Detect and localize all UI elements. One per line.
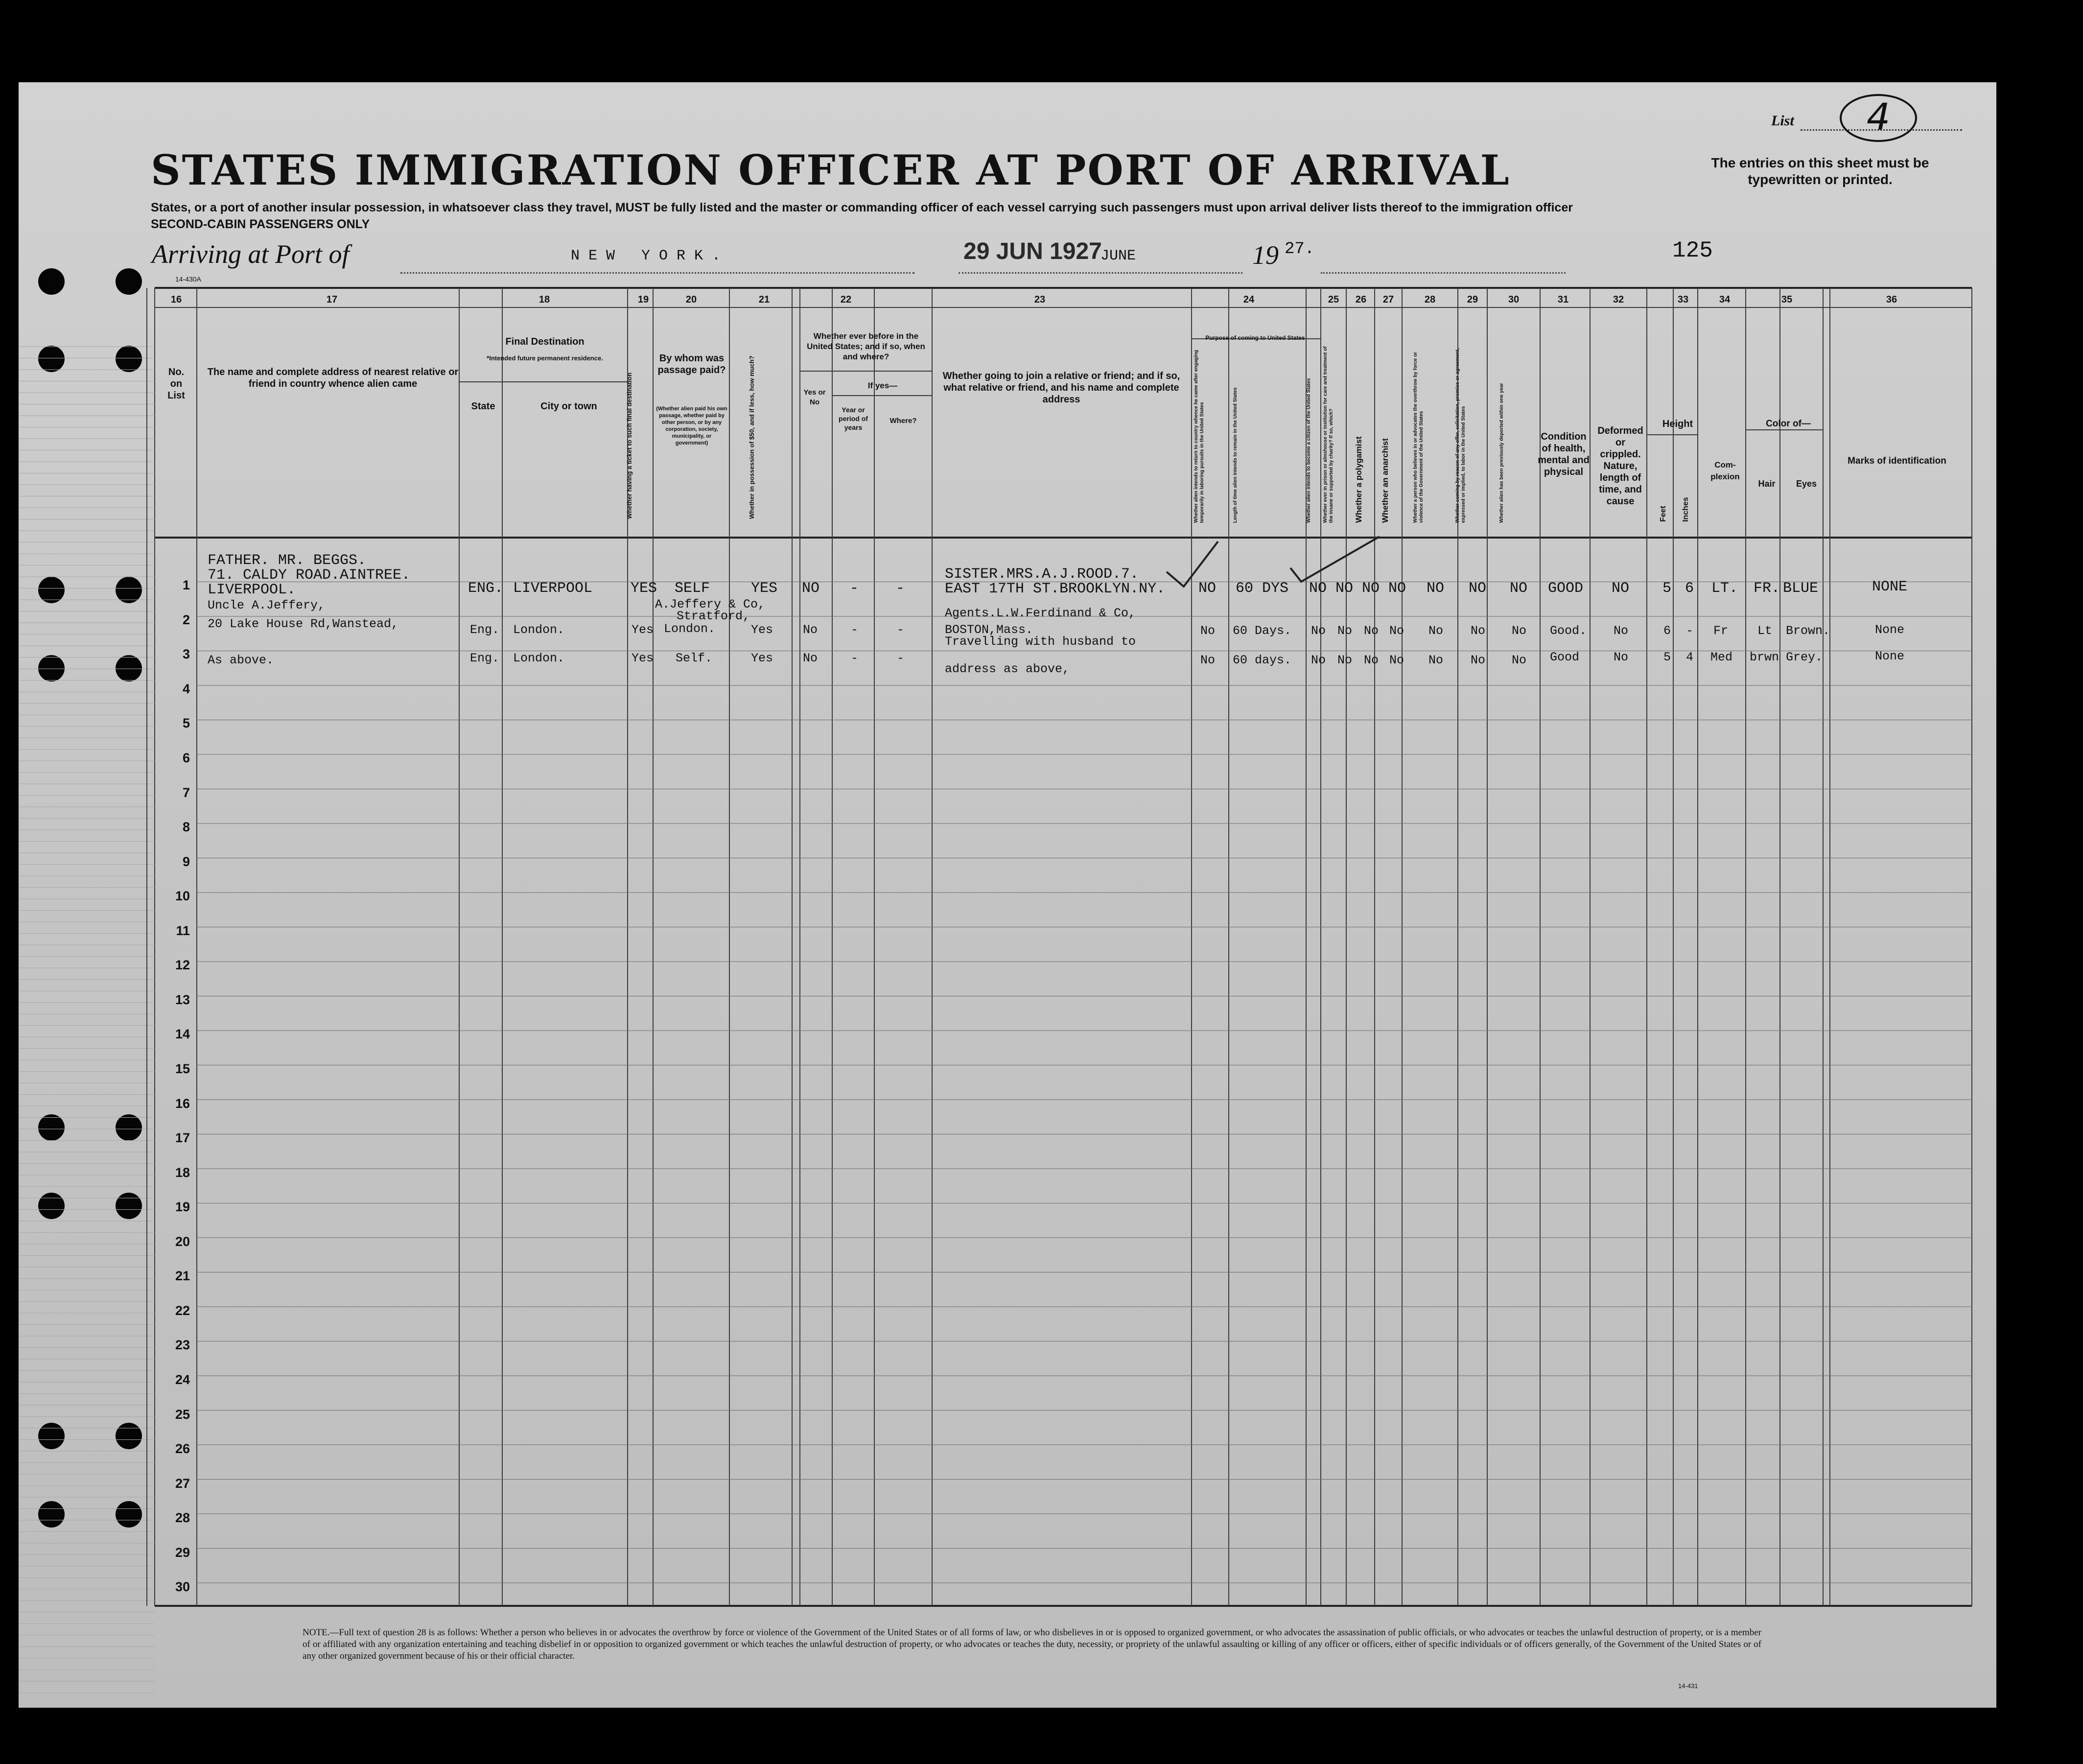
row3-joining-line2: address as above, xyxy=(945,662,1070,676)
row1-feet: 5 xyxy=(1662,580,1672,597)
column-number: 19 xyxy=(637,294,649,305)
row1-deformed: NO xyxy=(1612,580,1630,597)
row2-citizen: No xyxy=(1311,624,1326,638)
row1-marks: NONE xyxy=(1872,579,1908,595)
row1-ticket: YES xyxy=(631,580,657,597)
row2-where: - xyxy=(897,623,905,637)
header-ticket: Whether having a ticket to such final destination xyxy=(626,372,633,519)
row2-inches: - xyxy=(1686,624,1694,638)
binder-hole xyxy=(116,346,142,372)
row3-prison: No xyxy=(1337,653,1353,667)
header-anarchist: Whether an anarchist xyxy=(1381,438,1390,523)
header-nearest-relative: The name and complete address of nearest relative or friend in country whence alien came xyxy=(207,367,459,389)
column-number: 28 xyxy=(1424,294,1436,305)
date-stamp: 29 JUN 1927 xyxy=(963,238,1102,264)
row2-ever-before: No xyxy=(803,623,818,637)
row-number: 18 xyxy=(175,1165,190,1180)
binder-hole xyxy=(38,1193,65,1219)
row1-city: LIVERPOOL xyxy=(513,580,593,597)
row3-complexion: Med xyxy=(1710,650,1733,664)
column-number: 33 xyxy=(1677,294,1689,305)
header-feet: Feet xyxy=(1659,506,1667,522)
header-purpose-citizen: Whether alien intends to become a citizen of the United States xyxy=(1306,378,1311,523)
column-number: 22 xyxy=(840,294,852,305)
row2-relative-line2: 20 Lake House Rd,Wanstead, xyxy=(208,617,399,631)
row1-eyes: BLUE xyxy=(1783,580,1819,597)
row1-ever-before: NO xyxy=(802,580,820,597)
row-number: 29 xyxy=(175,1545,190,1560)
row-number: 24 xyxy=(175,1372,190,1387)
row-number: 22 xyxy=(175,1303,190,1318)
column-number: 32 xyxy=(1613,294,1624,305)
row1-q30: NO xyxy=(1510,580,1528,597)
row-number: 20 xyxy=(175,1234,190,1249)
row3-length: 60 days. xyxy=(1233,653,1292,667)
list-number: 4 xyxy=(1840,94,1917,142)
column-number: 21 xyxy=(758,294,770,305)
header-purpose-return: Whether alien intends to return to country whence he came after engaging temporarily in laboring pursuits in the United States xyxy=(1194,350,1205,523)
column-number: 36 xyxy=(1886,294,1897,305)
header-passage-paid: By whom was passage paid? xyxy=(657,353,726,376)
column-number: 20 xyxy=(685,294,697,305)
row1-joining-line2: EAST 17TH ST.BROOKLYN.NY. xyxy=(945,581,1166,597)
column-number: 16 xyxy=(170,294,182,305)
row3-health: Good xyxy=(1550,650,1580,664)
header-yes-no: Yes or No xyxy=(803,388,826,406)
header-overthrow: Whether a person who believes in or advocates the overthrow by force or violence of the Government of the United States xyxy=(1413,352,1424,523)
row1-length: 60 DYS xyxy=(1236,580,1289,597)
row-number: 7 xyxy=(182,785,190,800)
header-hair: Hair xyxy=(1758,479,1776,489)
header-color-of: Color of— xyxy=(1766,419,1811,429)
typewritten-note: The entries on this sheet must be typewritten or printed. xyxy=(1711,155,1929,187)
header-no-on-list: No. on List xyxy=(167,367,185,401)
row-number: 19 xyxy=(175,1200,190,1214)
header-state: State xyxy=(471,401,495,412)
port-rule xyxy=(400,272,914,274)
row3-paid-by: Self. xyxy=(676,651,713,665)
column-number: 26 xyxy=(1355,294,1367,305)
row1-q29: NO xyxy=(1469,580,1487,597)
row2-q29: No xyxy=(1471,624,1486,638)
binder-hole xyxy=(38,655,65,682)
row2-city: London. xyxy=(513,623,565,637)
row2-polygamist: No xyxy=(1364,624,1379,638)
header-health: Condition of health, mental and physical xyxy=(1538,431,1590,477)
column-number: 18 xyxy=(538,294,550,305)
header-eyes: Eyes xyxy=(1796,479,1817,489)
row1-relative-line2: 71. CALDY ROAD.AINTREE. xyxy=(208,567,411,584)
row2-q30: No xyxy=(1512,624,1527,638)
row2-deformed: No xyxy=(1614,624,1629,638)
binder-hole xyxy=(38,1423,65,1449)
row2-state: Eng. xyxy=(470,623,500,637)
header-deformed: Deformed or crippled. Nature, length of time, and cause xyxy=(1597,425,1643,507)
row1-polygamist: NO xyxy=(1362,580,1380,597)
header-period: Year or period of years xyxy=(839,406,868,431)
row1-where: - xyxy=(896,580,905,597)
row3-citizen: No xyxy=(1311,653,1326,667)
row-number: 8 xyxy=(182,820,190,834)
row2-ticket: Yes xyxy=(632,623,654,637)
table-grid xyxy=(19,82,1996,1708)
instruction-text: States, or a port of another insular possession, in whatsoever class they travel, MUST be fully listed and the master or commanding officer of each vessel carrying such passengers must upon arrival deliver lists thereof to the immigration officer xyxy=(151,201,1573,214)
row1-citizen: NO xyxy=(1309,580,1327,597)
year-rule xyxy=(1321,272,1566,274)
header-final-destination-note: *Intended future permanent residence. xyxy=(487,354,603,362)
row3-city: London. xyxy=(513,651,565,665)
binder-hole xyxy=(38,1114,65,1141)
header-labor-offer: Whether coming by reason of any offer, solicitation, promise or agreement, expressed or implied, to labor in the United States xyxy=(1455,348,1466,523)
binder-hole xyxy=(38,1501,65,1528)
page-title: STATES IMMIGRATION OFFICER AT PORT OF ARRIVAL xyxy=(151,146,1511,194)
date-rule xyxy=(959,272,1242,274)
row3-joining-line1: Travelling with husband to xyxy=(945,635,1136,649)
row1-relative-line3: LIVERPOOL. xyxy=(208,582,296,598)
row2-joining-line1: Agents.L.W.Ferdinand & Co, xyxy=(945,606,1136,620)
row3-polygamist: No xyxy=(1364,653,1379,667)
row2-length: 60 Days. xyxy=(1233,624,1292,638)
header-where: Where? xyxy=(889,417,917,425)
row1-period: - xyxy=(850,580,859,597)
column-number: 23 xyxy=(1034,294,1046,305)
row-number: 3 xyxy=(182,647,190,661)
row1-paid-by: SELF xyxy=(675,580,710,597)
row-number: 11 xyxy=(176,923,190,938)
row1-prison: NO xyxy=(1335,580,1354,597)
row3-q30: No xyxy=(1512,653,1527,667)
binder-hole xyxy=(38,346,65,372)
list-label: List xyxy=(1771,113,1794,129)
row-number: 27 xyxy=(175,1476,190,1491)
row1-hair: FR. xyxy=(1754,580,1780,597)
row1-complexion: LT. xyxy=(1711,580,1738,597)
header-complexion: Com- plexion xyxy=(1710,460,1740,481)
row2-paid-by-line1: A.Jeffery & Co, xyxy=(655,597,766,612)
header-prison: Whether ever in prison or almshouse or institution for care and treatment of the insane or supported by charity? If so, which? xyxy=(1323,346,1334,523)
header-purpose-length: Length of time alien intends to remain in the United States xyxy=(1233,387,1238,523)
row1-fifty: YES xyxy=(751,580,778,597)
row1-joining-line1: SISTER.MRS.A.J.ROOD.7. xyxy=(945,566,1139,583)
column-number: 35 xyxy=(1781,294,1793,305)
row3-feet: 5 xyxy=(1663,650,1671,664)
row1-anarchist: NO xyxy=(1388,580,1406,597)
binder-hole xyxy=(116,1423,142,1449)
row2-prison: No xyxy=(1337,624,1353,638)
row3-return-labor: No xyxy=(1200,653,1216,667)
row-number: 6 xyxy=(182,751,190,765)
row3-anarchist: No xyxy=(1389,653,1404,667)
row1-health: GOOD xyxy=(1548,580,1584,597)
footnote-question-28: NOTE.—Full text of question 28 is as follows: Whether a person who believes in or advocates the overthrow by force or violence of the Government of the United States or of all forms of law, or who disbelieves in or is opposed to organized government, or who advocates the assassination of public officials, or who advocates or teaches the unlawful destruction of property, or is a member of or affiliated with any organization entertaining and teaching disbelief in or opposition to organized government or which teaches the unlawful destruction of property, or who advocates or teaches the duty, necessity, or propriety of the unlawful assaulting or killing of any officer or officers, either of specific individuals or of officers generally, of the Government of the United States or of any other organized government because of his or their official character. xyxy=(303,1627,1761,1661)
header-height: Height xyxy=(1662,419,1693,429)
header-deported: Whether alien has been previously deported within one year xyxy=(1499,383,1504,523)
row3-relative-line1: As above. xyxy=(208,653,274,667)
row1-return-labor: NO xyxy=(1198,580,1217,597)
row3-fifty: Yes xyxy=(751,651,773,665)
header-joining: Whether going to join a relative or friend; and if so, what relative or friend, and his name and complete address xyxy=(942,371,1180,405)
row3-eyes: Grey. xyxy=(1786,650,1823,664)
row-number: 2 xyxy=(182,612,190,627)
header-if-yes: If yes— xyxy=(867,381,898,390)
header-purpose: Purpose of coming to United States xyxy=(1205,334,1305,341)
row2-feet: 6 xyxy=(1663,624,1671,638)
row3-hair: brwn xyxy=(1750,650,1779,664)
row-number: 25 xyxy=(175,1407,190,1422)
row2-health: Good. xyxy=(1550,624,1587,638)
row1-q28: NO xyxy=(1427,580,1445,597)
manifest-sheet xyxy=(19,82,1996,1708)
row-number: 16 xyxy=(175,1096,190,1111)
row3-inches: 4 xyxy=(1686,650,1694,664)
row2-q28: No xyxy=(1428,624,1444,638)
row2-relative-line1: Uncle A.Jeffery, xyxy=(208,598,326,612)
row2-hair: Lt xyxy=(1757,624,1773,638)
form-code: 14-431 xyxy=(1678,1682,1698,1690)
binder-hole xyxy=(116,1114,142,1141)
row1-relative-line1: FATHER. MR. BEGGS. xyxy=(208,552,367,569)
binder-hole xyxy=(116,268,142,295)
column-number: 24 xyxy=(1243,294,1255,305)
column-number: 17 xyxy=(326,294,338,305)
form-code: 14-430A xyxy=(175,275,201,283)
row-number: 21 xyxy=(175,1269,190,1283)
column-number: 29 xyxy=(1467,294,1478,305)
row-number: 1 xyxy=(182,578,190,592)
column-number: 27 xyxy=(1382,294,1394,305)
year-suffix: 27. xyxy=(1285,240,1315,259)
row-number: 23 xyxy=(175,1338,190,1352)
header-final-destination: Final Destination xyxy=(505,336,585,347)
header-fifty-dollars: Whether in possession of $50, and if less, how much? xyxy=(748,355,755,519)
row2-period: - xyxy=(851,623,859,637)
row-number: 28 xyxy=(175,1510,190,1525)
header-inches: Inches xyxy=(1682,497,1690,522)
header-passage-paid-note: (Whether alien paid his own passage, whether paid by other person, or by any corporation, society, municipality, or government) xyxy=(656,406,727,446)
row-number: 15 xyxy=(175,1061,190,1076)
header-ever-before: Whether ever before in the United States; and if so, when and where? xyxy=(807,331,925,361)
row-number: 13 xyxy=(175,992,190,1007)
cabin-class-text: SECOND-CABIN PASSENGERS ONLY xyxy=(151,217,370,231)
month-value: JUNE xyxy=(1100,248,1136,264)
row-number: 12 xyxy=(175,958,190,972)
binder-hole xyxy=(38,268,65,295)
header-marks: Marks of identification xyxy=(1848,456,1946,466)
arriving-label: Arriving at Port of xyxy=(152,239,350,269)
row-number: 26 xyxy=(175,1441,190,1456)
check-mark-icon xyxy=(1164,538,1223,591)
row3-period: - xyxy=(851,651,859,665)
row-number: 10 xyxy=(175,889,190,903)
row3-marks: None xyxy=(1875,649,1905,663)
row-number: 30 xyxy=(175,1579,190,1594)
row3-ever-before: No xyxy=(803,651,818,665)
row2-eyes: Brown. xyxy=(1786,624,1830,638)
row3-ticket: Yes xyxy=(632,651,654,665)
binder-hole xyxy=(116,577,142,603)
row1-state: ENG. xyxy=(468,580,504,597)
column-number: 31 xyxy=(1557,294,1569,305)
page-number: 125 xyxy=(1672,238,1713,263)
binder-hole xyxy=(116,655,142,682)
header-city: City or town xyxy=(540,401,597,412)
row3-deformed: No xyxy=(1614,650,1629,664)
column-number: 34 xyxy=(1719,294,1731,305)
row2-complexion: Fr xyxy=(1713,624,1729,638)
row-number: 4 xyxy=(182,682,190,696)
row3-q29: No xyxy=(1471,653,1486,667)
row2-paid-by-line3: London. xyxy=(664,622,716,636)
row2-return-labor: No xyxy=(1200,624,1216,638)
row3-q28: No xyxy=(1428,653,1444,667)
row-number: 9 xyxy=(182,854,190,869)
row-number: 14 xyxy=(175,1027,190,1041)
column-number: 30 xyxy=(1508,294,1520,305)
year-prefix: 19 xyxy=(1252,240,1279,270)
check-mark-icon xyxy=(1287,533,1384,587)
row2-marks: None xyxy=(1875,623,1905,637)
row1-inches: 6 xyxy=(1685,580,1694,597)
row2-paid-by-line2: Stratford, xyxy=(677,609,750,623)
binder-hole xyxy=(38,577,65,603)
binder-hole xyxy=(116,1193,142,1219)
binder-hole xyxy=(116,1501,142,1528)
row2-joining-line2: BOSTON,Mass. xyxy=(945,623,1033,637)
row-number: 5 xyxy=(182,716,190,730)
row-number: 17 xyxy=(175,1130,190,1145)
column-number: 25 xyxy=(1328,294,1339,305)
row3-where: - xyxy=(897,651,905,665)
row2-anarchist: No xyxy=(1389,624,1404,638)
port-value: NEW YORK. xyxy=(571,248,730,264)
header-polygamist: Whether a polygamist xyxy=(1354,436,1363,523)
row3-state: Eng. xyxy=(470,651,500,665)
row2-fifty: Yes xyxy=(751,623,773,637)
